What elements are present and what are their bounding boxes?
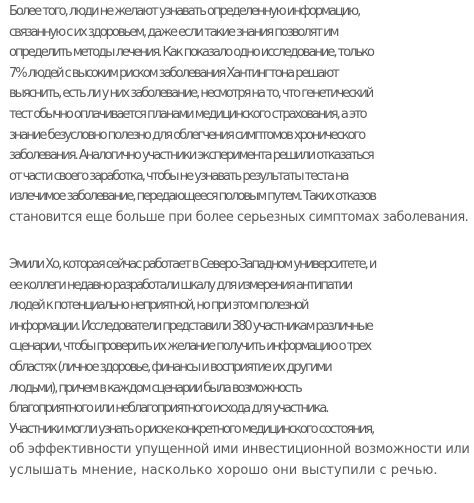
text-line: связанную с их здоровьем, даже если такие знания позволят им <box>9 24 338 40</box>
text-line: услышать мнение, насколько хорошо они выступили с речью. <box>9 462 438 478</box>
text-line: излечимое заболевание, передающееся половым путем. Таких отказов <box>9 189 375 205</box>
text-line: определить методы лечения. Как показало одно исследование, только <box>9 45 373 61</box>
text-line: людей к потенциально неприятной, но при этом полезной <box>9 298 308 314</box>
text-line: людьми), причем в каждом сценарии была возможность <box>9 380 301 396</box>
text-line: заболевания. Аналогично участники эксперимента решили отказаться <box>9 148 373 164</box>
text-line: Участники могли узнать о риске конкретного медицинского состояния, <box>9 421 374 437</box>
text-line: от части своего заработка, чтобы не узнавать результаты теста на <box>9 168 348 184</box>
paragraph-1 <box>9 2 468 229</box>
text-line: выяснить, есть ли у них заболевание, несмотря на то, что генетический <box>9 86 373 102</box>
paragraph-2 <box>9 255 469 482</box>
text-line: тест обычно оплачивается планами медицинского страхования, а это <box>9 106 366 122</box>
text-line: знание безусловно полезно для облегчения симптомов хронического <box>9 127 365 143</box>
text-line: областях (личное здоровье, финансы и восприятие их другими <box>9 359 331 375</box>
text-line: благоприятного или неблагоприятного исхода для участника. <box>9 401 328 417</box>
text-line: информации. Исследователи представили 380 участникам различные <box>9 318 372 334</box>
text-line: об эффективности упущенной ими инвестиционной возможности или <box>9 442 470 458</box>
text-line: Более того, люди не желают узнавать определенную информацию, <box>9 4 360 19</box>
text-line: Эмили Хо, которая сейчас работает в Северо-Западном университете, и <box>9 257 376 272</box>
text-line: становится еще больше при более серьезных симптомах заболевания. <box>9 209 469 225</box>
text-line: ее коллеги недавно разработали шкалу для измерения антипатии <box>9 277 352 293</box>
text-line: сценарии, чтобы проверить их желание получить информацию о трех <box>9 339 371 355</box>
text-line: 7% людей с высоким риском заболевания Хантингтона решают <box>9 65 338 81</box>
